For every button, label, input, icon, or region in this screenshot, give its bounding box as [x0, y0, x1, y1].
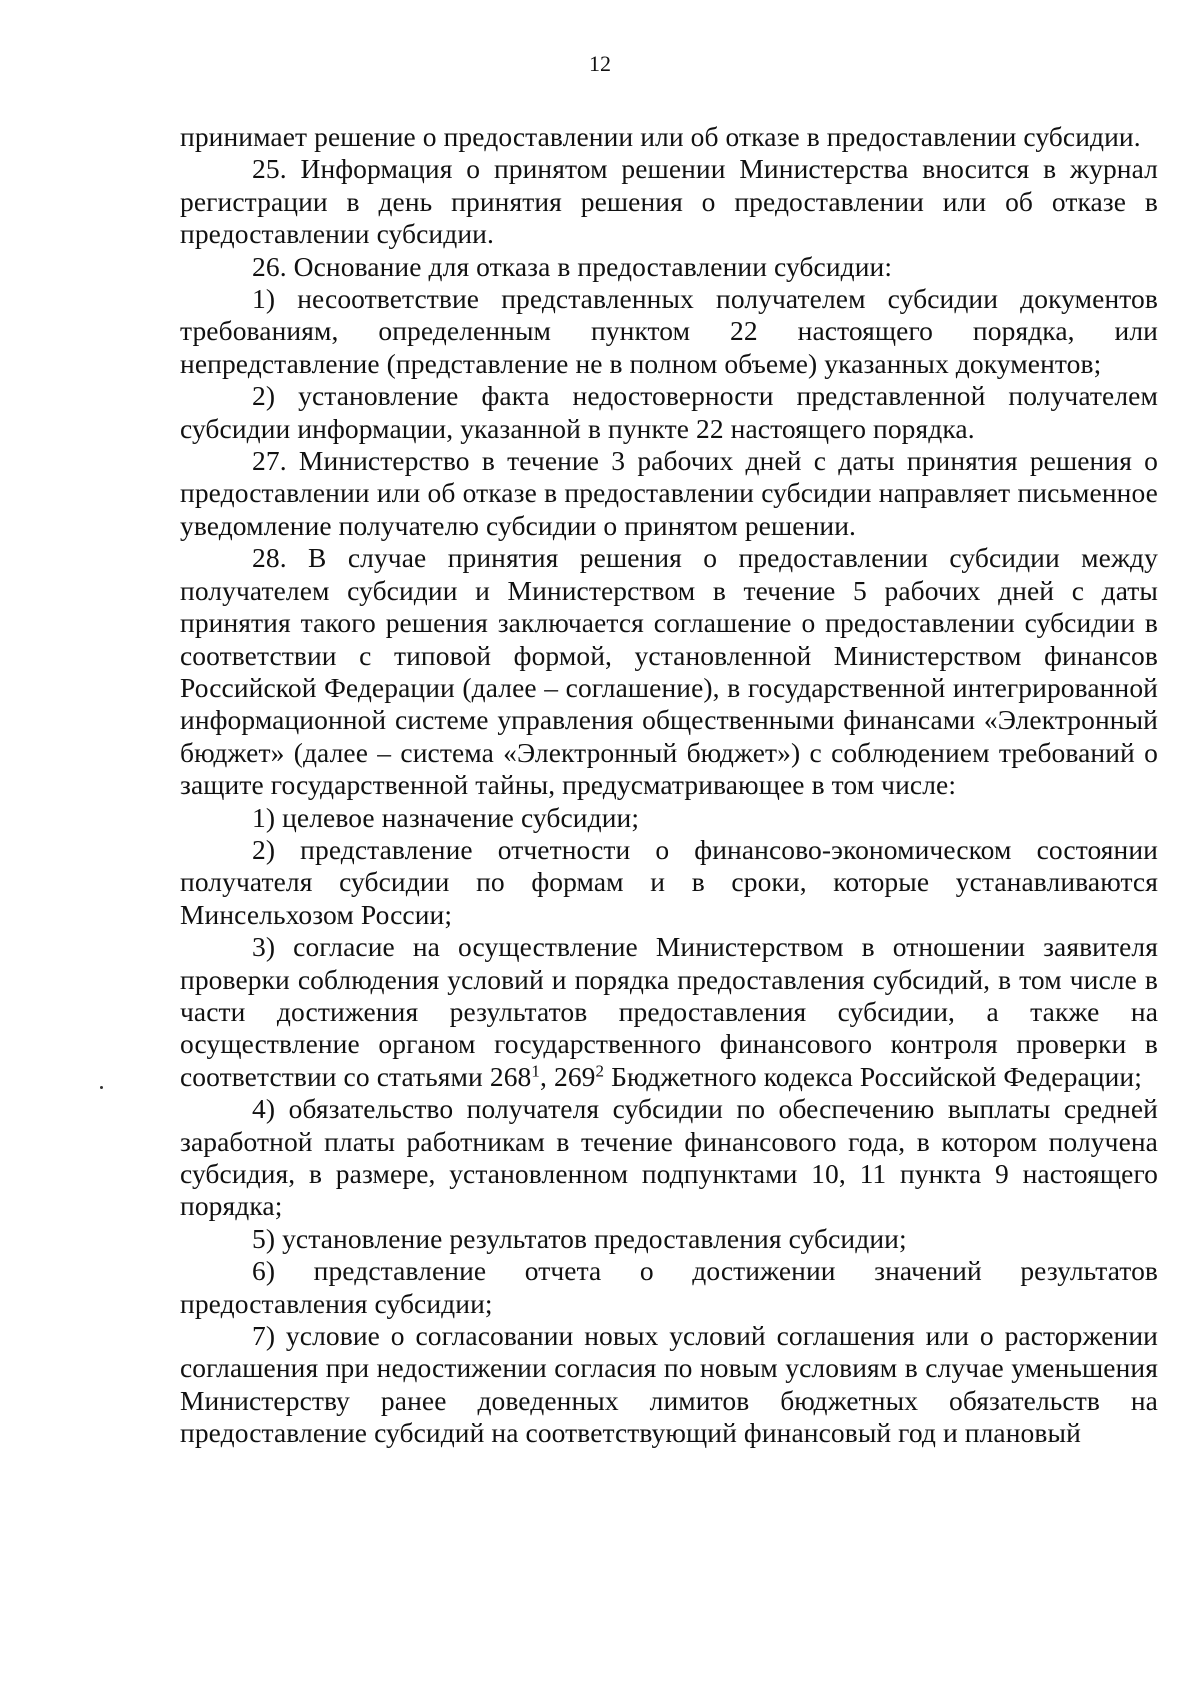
superscript-article-269: 2 — [595, 1061, 605, 1081]
paragraph-item-28: 28. В случае принятия решения о предоставлении субсидии между получателем субсидии и Министерством в течение 5 рабочих дней с даты принятия такого решения заключается соглашение о предоставлении субсидии в соответствии с типовой формой, установленной Министерством финансов Российской Федерации (далее – соглашение), в государственной интегрированной информационной системе управления общественными финансами «Электронный бюджет» (далее – система «Электронный бюджет») с соблюдением требований о защите государственной тайны, предусматривающее в том числе: — [180, 542, 1158, 801]
paragraph-item-25: 25. Информация о принятом решении Министерства вносится в журнал регистрации в день принятия решения о предоставлении или об отказе в предоставлении субсидии. — [180, 153, 1158, 250]
page-number: 12 — [589, 51, 611, 76]
paragraph-item-28-1: 1) целевое назначение субсидии; — [252, 801, 640, 833]
paragraph-item-28-3-text-start: 3) согласие на осуществление Министерством в отношении заявителя проверки соблюдения условий и порядка предоставления субсидий, в том числе в части достижения результатов предоставления субсидии, а также на осуществление органом государственного финансового контроля проверки в соответствии со статьями 268 — [180, 931, 1158, 1092]
paragraph-item-28-2: 2) представление отчетности о финансово-экономическом состоянии получателя субсидии по формам и в сроки, которые устанавливаются Минсельхозом России; — [180, 833, 1158, 930]
paragraph-item-26: 26. Основание для отказа в предоставлении субсидии: — [252, 250, 893, 282]
paragraph-item-28-3-text-middle: , 269 — [540, 1060, 596, 1092]
superscript-article-268: 1 — [531, 1061, 541, 1081]
paragraph-item-28-3-text-end: Бюджетного кодекса Российской Федерации; — [604, 1060, 1142, 1092]
paragraph-item-28-5: 5) установление результатов предоставления субсидии; — [252, 1222, 907, 1254]
paragraph-item-28-6: 6) представление отчета о достижении значений результатов предоставления субсидии; — [180, 1255, 1158, 1319]
paragraph-item-28-4: 4) обязательство получателя субсидии по обеспечению выплаты средней заработной платы работникам в течение финансового года, в котором получена субсидия, в размере, установленном подпунктами 10, 11 пункта 9 настоящего порядка; — [180, 1093, 1158, 1222]
paragraph-continuation: принимает решение о предоставлении или об отказе в предоставлении субсидии. — [180, 121, 1141, 152]
paragraph-item-28-7: 7) условие о согласовании новых условий соглашения или о расторжении соглашения при недостижении согласия по новым условиям в случае уменьшения Министерству ранее доведенных лимитов бюджетных обязательств на предоставление субсидий на соответствующий финансовый год и плановый — [180, 1320, 1158, 1449]
paragraph-item-27: 27. Министерство в течение 3 рабочих дней с даты принятия решения о предоставлении или об отказе в предоставлении субсидии направляет письменное уведомление получателю субсидии о принятом решении. — [180, 445, 1158, 541]
document-body — [180, 121, 1158, 1450]
scan-speck — [100, 1086, 103, 1089]
paragraph-item-26-2: 2) установление факта недостоверности представленной получателем субсидии информации, указанной в пункте 22 настоящего порядка. — [180, 380, 1158, 444]
paragraph-item-26-1: 1) несоответствие представленных получателем субсидии документов требованиям, определенным пунктом 22 настоящего порядка, или непредставление (представление не в полном объеме) указанных документов; — [180, 283, 1158, 379]
paragraph-item-28-3 — [180, 931, 1158, 1093]
